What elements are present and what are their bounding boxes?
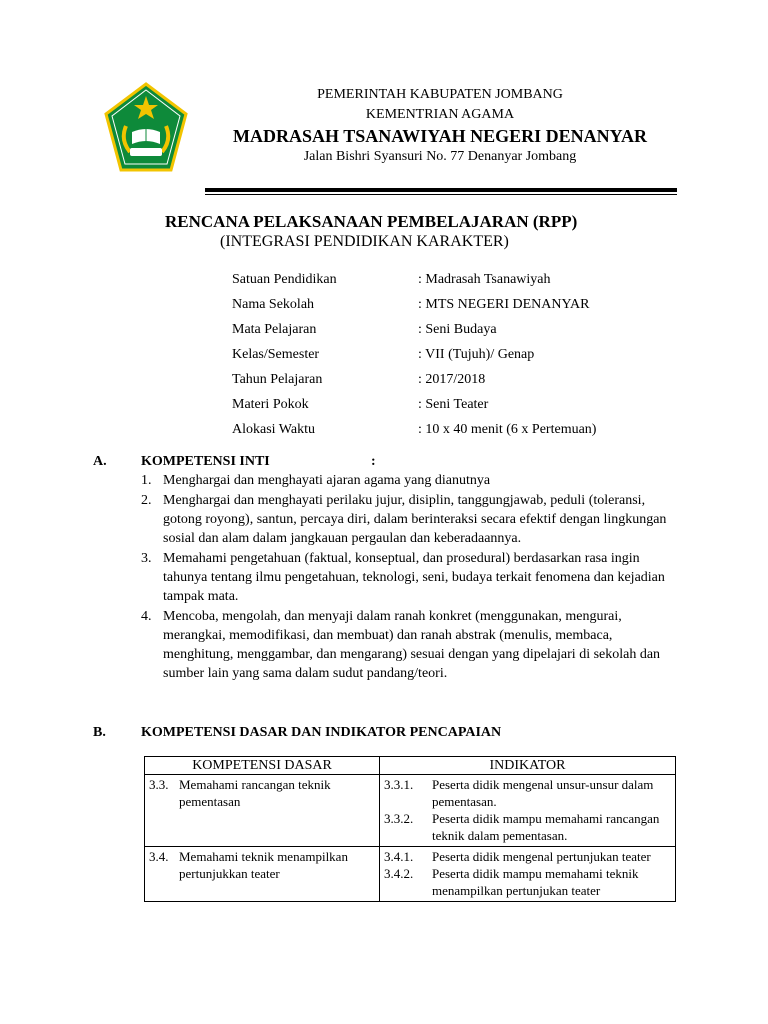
section-a-colon: : <box>371 454 376 469</box>
list-text: Menghargai dan menghayati perilaku jujur, disiplin, tanggungjawab, peduli (toleransi, gotong royong), santun, percaya diri, dalam berinteraksi secara efektif dengan lingkungan sosial dan alam dalam jangkauan pergaulan dan keberadaannya. <box>163 493 667 546</box>
list-text: Mencoba, mengolah, dan menyaji dalam ranah konkret (menggunakan, mengurai, merangkai, memodifikasi, dan membuat) dan ranah abstrak (menulis, membaca, menghitung, menggambar, dan mengarang) sesuai dengan yang dipelajari di sekolah dan sumber lain yang sama dalam sudut pandang/teori. <box>163 609 661 681</box>
document-subtitle: (INTEGRASI PENDIDIKAN KARAKTER) <box>220 233 509 250</box>
section-b-letter: B. <box>93 725 106 740</box>
list-number: 4. <box>141 609 152 624</box>
identity-label: Materi Pokok <box>232 397 309 412</box>
list-text: Menghargai dan menghayati ajaran agama yang dianutnya <box>163 473 491 488</box>
identity-value: : Seni Budaya <box>418 322 497 337</box>
identity-label: Alokasi Waktu <box>232 422 315 437</box>
core-competency-list <box>141 471 681 684</box>
competency-entry <box>149 776 375 810</box>
header-school-name: MADRASAH TSANAWIYAH NEGERI DENANYAR <box>233 126 647 146</box>
competency-indicator-table <box>144 756 676 902</box>
indicator-text: Peserta didik mampu memahami rancangan teknik dalam pementasan. <box>432 811 660 843</box>
column-header-basic-competency: KOMPETENSI DASAR <box>145 757 380 775</box>
table-row <box>145 847 676 902</box>
identity-label: Satuan Pendidikan <box>232 272 337 287</box>
identity-value: : Madrasah Tsanawiyah <box>418 272 551 287</box>
indicator-entry <box>384 848 671 865</box>
section-b-title: KOMPETENSI DASAR DAN INDIKATOR PENCAPAIAN <box>141 725 502 740</box>
list-number: 3. <box>141 551 152 566</box>
header-divider-thick <box>205 188 677 192</box>
indicator-code: 3.3.1. <box>384 777 414 792</box>
indicator-entry <box>384 810 671 844</box>
indicator-code: 3.3.2. <box>384 811 414 826</box>
section-a-letter: A. <box>93 454 107 469</box>
table-row <box>145 775 676 847</box>
indicator-entry <box>384 776 671 810</box>
identity-value: : VII (Tujuh)/ Genap <box>418 347 535 362</box>
identity-label: Tahun Pelajaran <box>232 372 323 387</box>
competency-code: 3.3. <box>149 777 169 792</box>
competency-entry <box>149 848 375 882</box>
competency-text: Memahami teknik menampilkan pertunjukkan teater <box>179 849 348 881</box>
competency-code: 3.4. <box>149 849 169 864</box>
identity-value: : 10 x 40 menit (6 x Pertemuan) <box>418 422 597 437</box>
indicator-text: Peserta didik mampu memahami teknik menampilkan pertunjukan teater <box>432 866 639 898</box>
list-item <box>141 549 681 606</box>
list-item <box>141 491 681 548</box>
header-ministry: KEMENTRIAN AGAMA <box>365 107 515 122</box>
indicator-code: 3.4.2. <box>384 866 414 881</box>
identity-label: Mata Pelajaran <box>232 322 317 337</box>
identity-value: : 2017/2018 <box>418 372 486 387</box>
list-text: Memahami pengetahuan (faktual, konseptual, dan prosedural) berdasarkan rasa ingin tahunya tentang ilmu pengetahuan, teknologi, seni, budaya terkait fenomena dan kejadian tampak mata. <box>163 551 665 604</box>
identity-value: : MTS NEGERI DENANYAR <box>418 297 590 312</box>
indicator-cell <box>380 775 676 847</box>
header-government: PEMERINTAH KABUPATEN JOMBANG <box>317 87 563 102</box>
kemenag-logo <box>104 82 188 174</box>
table-header-row <box>145 757 676 775</box>
identity-label: Nama Sekolah <box>232 297 315 312</box>
list-item <box>141 607 681 683</box>
identity-value: : Seni Teater <box>418 397 489 412</box>
competency-text: Memahami rancangan teknik pementasan <box>179 777 331 809</box>
header-divider-thin <box>205 194 677 195</box>
header-address: Jalan Bishri Syansuri No. 77 Denanyar Jombang <box>303 149 577 164</box>
indicator-entry <box>384 865 671 899</box>
indicator-code: 3.4.1. <box>384 849 414 864</box>
basic-competency-cell <box>145 775 380 847</box>
identity-label: Kelas/Semester <box>232 347 320 362</box>
document-title: RENCANA PELAKSANAAN PEMBELAJARAN (RPP) <box>165 212 578 231</box>
indicator-text: Peserta didik mengenal unsur-unsur dalam pementasan. <box>432 777 654 809</box>
list-number: 1. <box>141 473 152 488</box>
list-number: 2. <box>141 493 152 508</box>
basic-competency-cell <box>145 847 380 902</box>
column-header-indicator: INDIKATOR <box>380 757 676 775</box>
indicator-text: Peserta didik mengenal pertunjukan teater <box>432 849 651 864</box>
section-a-title: KOMPETENSI INTI <box>141 454 270 469</box>
list-item <box>141 471 681 490</box>
indicator-cell <box>380 847 676 902</box>
